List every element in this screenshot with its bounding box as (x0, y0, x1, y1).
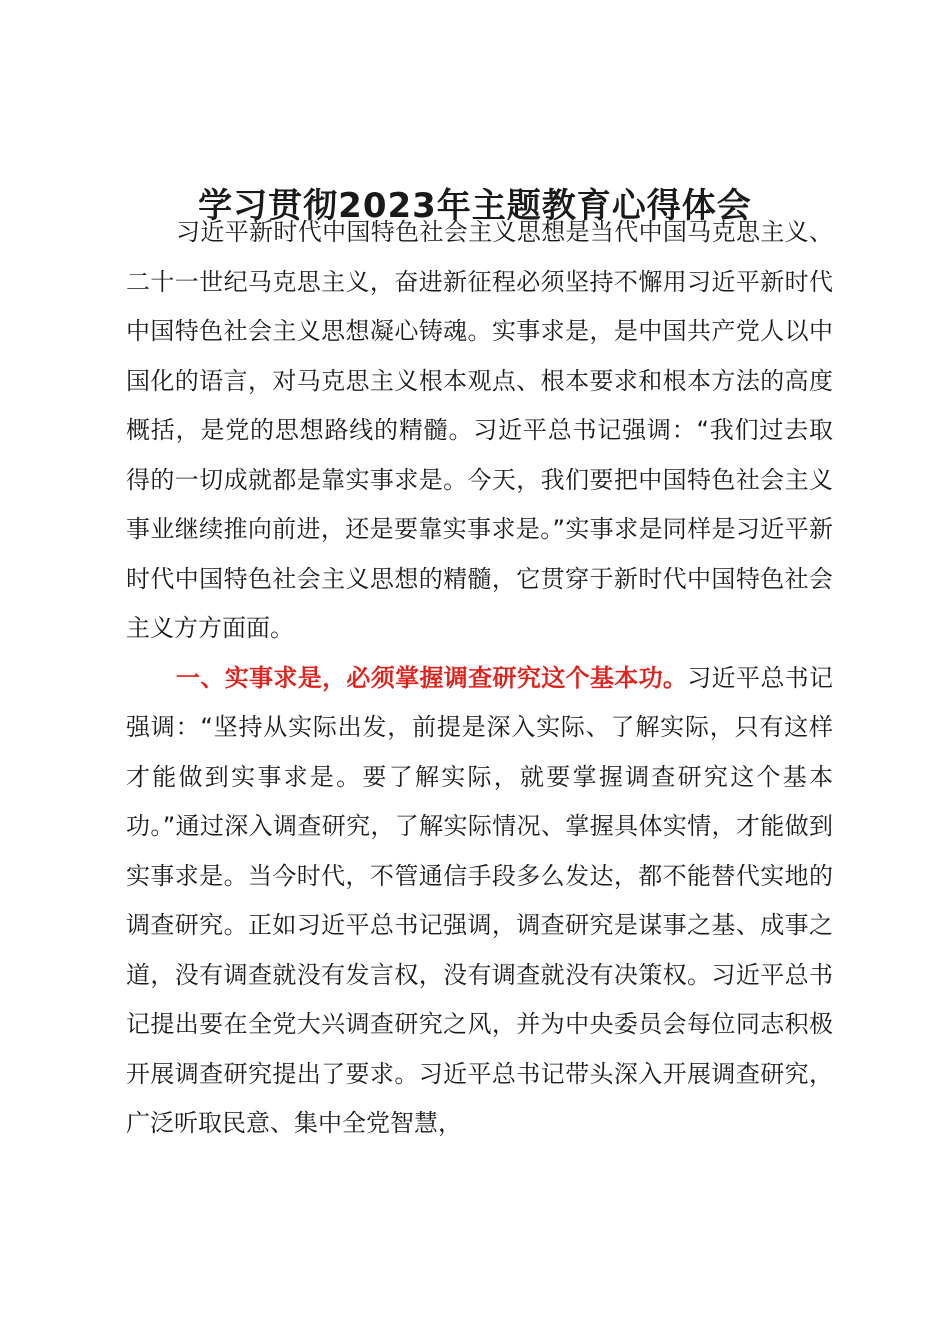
paragraph-intro-text: 习近平新时代中国特色社会主义思想是当代中国马克思主义、二十一世纪马克思主义，奋进新征程必须坚持不懈用习近平新时代中国特色社会主义思想凝心铸魂。实事求是，是中国共产党人以中国化的语言，对马克思主义根本观点、根本要求和根本方法的高度概括，是党的思想路线的精髓。习近平总书记强调：“我们过去取得的一切成就都是靠实事求是。今天，我们要把中国特色社会主义事业继续推向前进，还是要靠实事求是。”实事求是同样是习近平新时代中国特色社会主义思想的精髓，它贯穿于新时代中国特色社会主义方方面面。 (126, 218, 833, 642)
section-1-heading: 一、实事求是，必须掌握调查研究这个基本功。 (176, 663, 688, 692)
document-body (126, 208, 833, 1149)
document-title: 学习贯彻2023年主题教育心得体会 (198, 186, 752, 226)
section-1-text: 习近平总书记强调：“坚持从实际出发，前提是深入实际、了解实际，只有这样才能做到实事求是。要了解实际，就要掌握调查研究这个基本功。”通过深入调查研究，了解实际情况、掌握具体实情，才能做到实事求是。当今时代，不管通信手段多么发达，都不能替代实地的调查研究。正如习近平总书记强调，调查研究是谋事之基、成事之道，没有调查就没有发言权，没有调查就没有决策权。习近平总书记提出要在全党大兴调查研究之风，并为中央委员会每位同志积极开展调查研究提出了要求。习近平总书记带头深入开展调查研究，广泛听取民意、集中全党智慧， (126, 663, 834, 1137)
paragraph-intro (126, 208, 833, 654)
paragraph-section-1 (126, 654, 833, 1149)
